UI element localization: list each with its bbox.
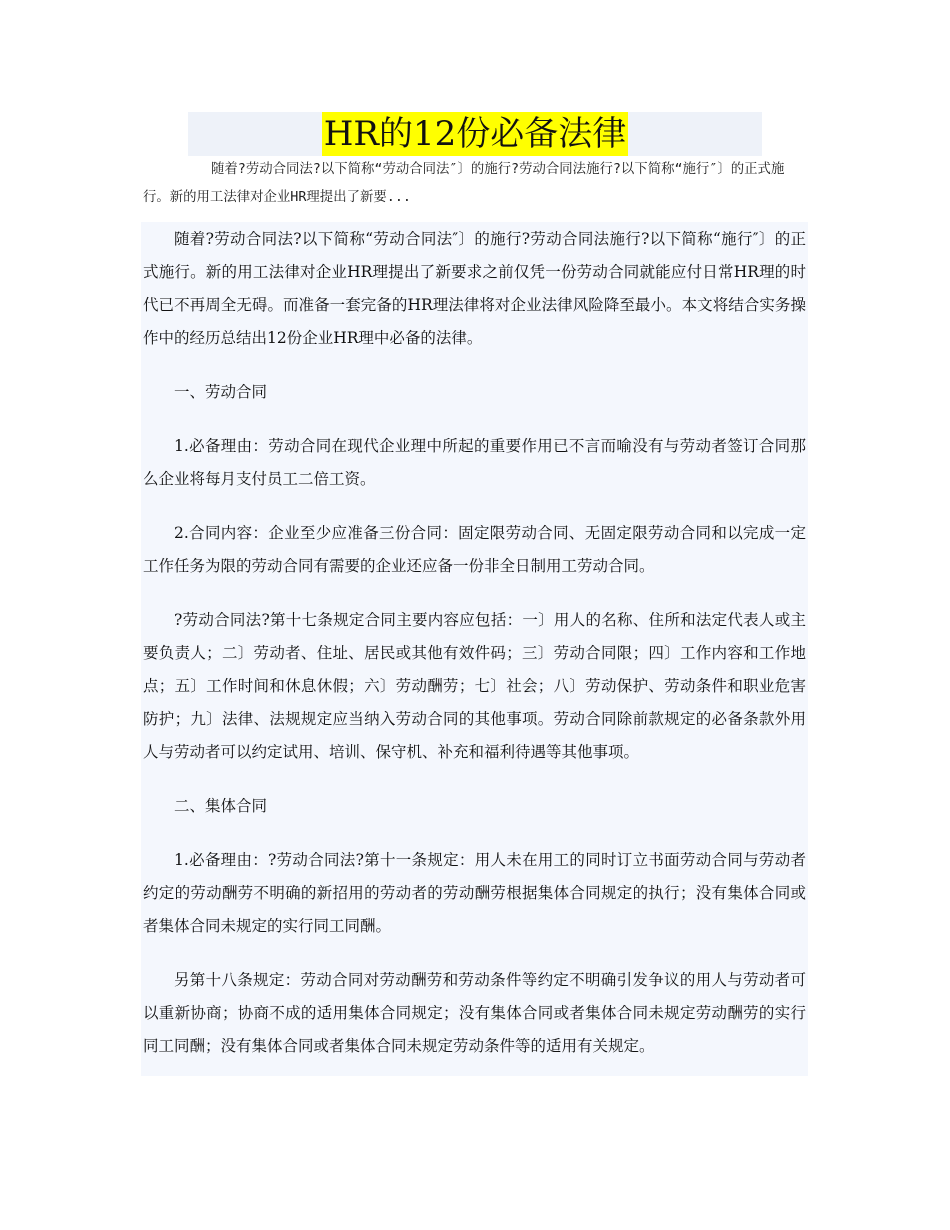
document-title: HR的12份必备法律 [323,114,627,154]
paragraph-article-11: 1.必备理由：?劳动合同法?第十一条规定：用人未在用工的同时订立书面劳动合同与劳动者约定的劳动酬劳不明确的新招用的劳动者的劳动酬劳根据集体合同规定的执行；没有集体合同或者集体合同未规定的实行同工同酬。 [143,851,806,935]
section-heading-collective-contract: 二、集体合同 [174,797,268,815]
title-container [0,112,950,156]
document-summary: 随着?劳动合同法?以下简称“劳动合同法″〕的施行?劳动合同法施行?以下简称“施行″〕的正式施行。新的用工法律对企业HR理提出了新要... [143,162,785,205]
intro-paragraph: 随着?劳动合同法?以下简称“劳动合同法″〕的施行?劳动合同法施行?以下简称“施行″〕的正式施行。新的用工法律对企业HR理提出了新要求之前仅凭一份劳动合同就能应付日常HR理的时代已不再周全无碍。而准备一套完备的HR理法律将对企业法律风险降至最小。本文将结合实务操作中的经历总结出12份企业HR理中必备的法律。 [143,230,806,347]
paragraph-contract-content: 2.合同内容：企业至少应准备三份合同：固定限劳动合同、无固定限劳动合同和以完成一定工作任务为限的劳动合同有需要的企业还应备一份非全日制用工劳动合同。 [143,524,806,575]
paragraph-article-17: ?劳动合同法?第十七条规定合同主要内容应包括：一〕用人的名称、住所和法定代表人或主要负责人；二〕劳动者、住址、居民或其他有效件码；三〕劳动合同限；四〕工作内容和工作地点；五〕工作时间和休息休假；六〕劳动酬劳；七〕社会；八〕劳动保护、劳动条件和职业危害防护；九〕法律、法规规定应当纳入劳动合同的其他事项。劳动合同除前款规定的必备条款外用人与劳动者可以约定试用、培训、保守机、补充和福利待遇等其他事项。 [143,611,806,761]
paragraph-article-18: 另第十八条规定：劳动合同对劳动酬劳和劳动条件等约定不明确引发争议的用人与劳动者可以重新协商；协商不成的适用集体合同规定；没有集体合同或者集体合同未规定劳动酬劳的实行同工同酬；没有集体合同或者集体合同未规定劳动条件等的适用有关规定。 [143,971,806,1055]
section-heading-labor-contract: 一、劳动合同 [174,383,268,401]
document-body [143,223,806,1084]
paragraph-necessity: 1.必备理由：劳动合同在现代企业理中所起的重要作用已不言而喻没有与劳动者签订合同那么企业将每月支付员工二倍工资。 [143,437,806,488]
